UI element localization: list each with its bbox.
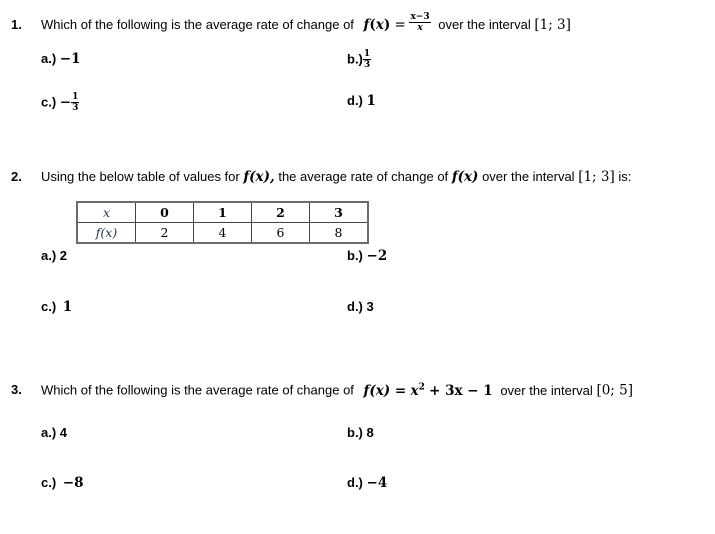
question-2-prompt-after: over the interval	[482, 169, 575, 184]
q2-option-b[interactable]: b.) −2	[347, 248, 388, 264]
table-cell: 3	[310, 202, 369, 223]
question-2-prompt-mid: the average rate of change of	[278, 169, 449, 184]
table-row-f	[77, 223, 368, 244]
q3-option-c[interactable]: c.) −8	[41, 475, 84, 491]
question-3-prompt: Which of the following is the average rate of change of	[41, 382, 354, 398]
q2-option-c[interactable]: c.) 1	[41, 299, 73, 315]
question-2-function-2: f(x)	[451, 169, 479, 185]
table-row-x	[77, 202, 368, 223]
table-cell: 2	[252, 202, 310, 223]
question-3-function: $f(x) = x^2 + 3x - 1$	[363, 382, 493, 399]
question-1-prompt: Which of the following is the average rate of change of	[41, 17, 354, 32]
table-cell: 0	[136, 202, 194, 223]
question-1-function: f(x) =	[363, 17, 406, 33]
table-cell: 4	[194, 223, 252, 244]
question-1-number: 1.	[11, 17, 22, 32]
q1-option-a[interactable]: a.) −1	[41, 51, 81, 67]
question-3-interval-text: over the interval	[500, 382, 593, 398]
question-3-interval: [0; 5]	[596, 382, 633, 399]
question-3-number: 3.	[11, 382, 22, 397]
table-cell: 1	[194, 202, 252, 223]
question-1-interval: [1; 3]	[534, 17, 571, 33]
question-1-text	[41, 11, 571, 33]
question-3-text	[41, 382, 633, 399]
question-2-function: f(x),	[243, 169, 275, 185]
table-cell: 6	[252, 223, 310, 244]
question-2-number: 2.	[11, 169, 22, 184]
question-2-prompt: Using the below table of values for	[41, 169, 240, 184]
values-table	[76, 201, 369, 244]
q3-option-b[interactable]: b.) 8	[347, 425, 374, 440]
q1-option-d[interactable]: d.) 1	[347, 93, 376, 109]
question-2-prompt-end: is:	[618, 169, 632, 184]
q1-option-b[interactable]: b.) $\frac{1}{3}$	[347, 49, 371, 70]
table-header-f: f(x)	[77, 223, 136, 244]
table-header-x: x	[77, 202, 136, 223]
q3-option-a[interactable]: a.) 4	[41, 425, 68, 440]
table-cell: 2	[136, 223, 194, 244]
question-1-interval-text: over the interval	[438, 17, 531, 32]
q1-option-c-fraction: $\frac{1}{3}$	[72, 92, 79, 113]
q2-option-a[interactable]: a.) 2	[41, 248, 68, 263]
q3-option-d[interactable]: d.) −4	[347, 475, 388, 491]
question-2-interval: [1; 3]	[578, 169, 615, 185]
q1-option-c[interactable]: c.) − $\frac{1}{3}$	[41, 92, 79, 113]
question-2-text	[41, 169, 631, 185]
q1-option-b-fraction: $\frac{1}{3}$	[363, 49, 371, 70]
question-1-fraction: $\frac{x-3}{x}$	[410, 11, 430, 33]
q2-option-d[interactable]: d.) 3	[347, 299, 374, 314]
table-cell: 8	[310, 223, 369, 244]
